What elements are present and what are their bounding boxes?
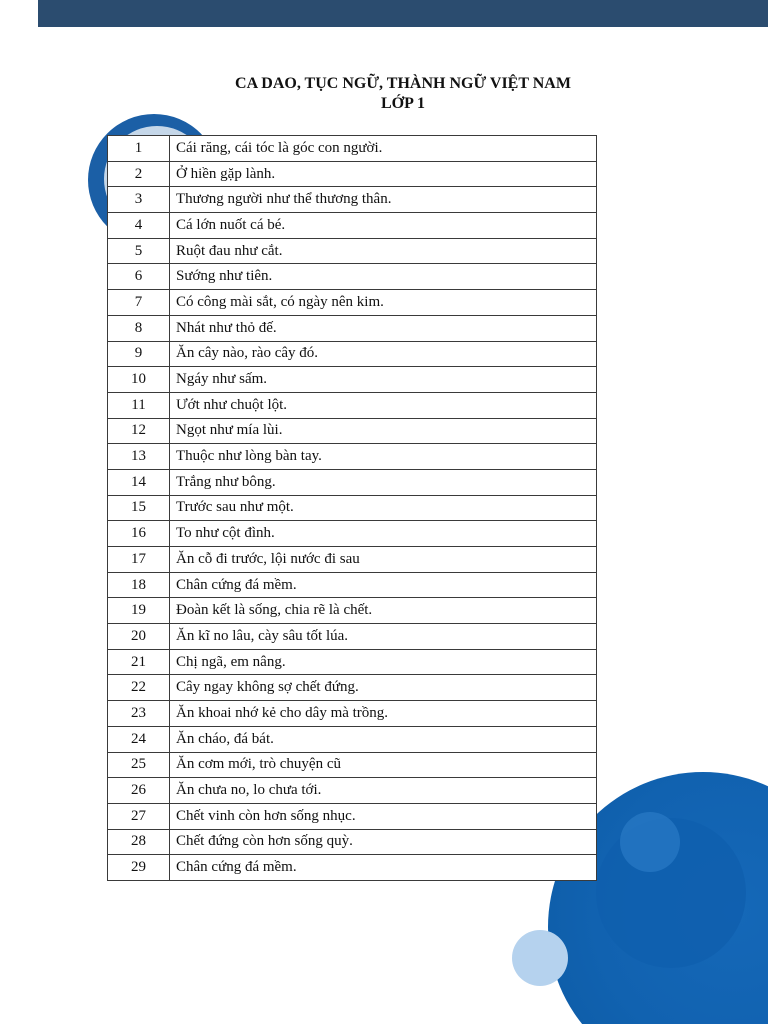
table-row <box>108 778 597 804</box>
table-row <box>108 675 597 701</box>
row-number: 3 <box>108 187 170 213</box>
proverb-table-wrapper <box>107 135 597 881</box>
table-row <box>108 290 597 316</box>
row-number: 12 <box>108 418 170 444</box>
table-row <box>108 803 597 829</box>
proverb-text: Ngọt như mía lùi. <box>170 418 597 444</box>
proverb-text: Chân cứng đá mềm. <box>170 572 597 598</box>
row-number: 25 <box>108 752 170 778</box>
row-number: 26 <box>108 778 170 804</box>
proverb-text: Ăn cơm mới, trò chuyện cũ <box>170 752 597 778</box>
table-row <box>108 752 597 778</box>
title-line-1: CA DAO, TỤC NGỮ, THÀNH NGỮ VIỆT NAM <box>235 75 571 92</box>
proverb-text: Ăn cây nào, rào cây đó. <box>170 341 597 367</box>
row-number: 5 <box>108 238 170 264</box>
row-number: 11 <box>108 392 170 418</box>
proverb-text: Cá lớn nuốt cá bé. <box>170 213 597 239</box>
proverb-text: Cây ngay không sợ chết đứng. <box>170 675 597 701</box>
row-number: 7 <box>108 290 170 316</box>
table-row <box>108 598 597 624</box>
header-bar <box>38 0 768 27</box>
proverb-text: Chết vinh còn hơn sống nhục. <box>170 803 597 829</box>
table-row <box>108 161 597 187</box>
proverb-table-body <box>108 136 597 881</box>
proverb-text: Ăn cỗ đi trước, lội nước đi sau <box>170 547 597 573</box>
proverb-text: Ở hiền gặp lành. <box>170 161 597 187</box>
table-row <box>108 649 597 675</box>
proverb-text: Trắng như bông. <box>170 469 597 495</box>
row-number: 14 <box>108 469 170 495</box>
table-row <box>108 136 597 162</box>
proverb-text: Ăn cháo, đá bát. <box>170 726 597 752</box>
table-row <box>108 367 597 393</box>
row-number: 18 <box>108 572 170 598</box>
table-row <box>108 547 597 573</box>
row-number: 15 <box>108 495 170 521</box>
table-row <box>108 521 597 547</box>
proverb-text: Sướng như tiên. <box>170 264 597 290</box>
decorative-circle-small <box>512 930 568 986</box>
table-row <box>108 444 597 470</box>
proverb-text: Thuộc như lòng bàn tay. <box>170 444 597 470</box>
table-row <box>108 469 597 495</box>
proverb-text: Trước sau như một. <box>170 495 597 521</box>
document-title <box>0 74 768 114</box>
proverb-text: To như cột đình. <box>170 521 597 547</box>
proverb-text: Chân cứng đá mềm. <box>170 855 597 881</box>
row-number: 20 <box>108 624 170 650</box>
proverb-text: Ăn khoai nhớ kẻ cho dây mà trồng. <box>170 701 597 727</box>
table-row <box>108 315 597 341</box>
row-number: 6 <box>108 264 170 290</box>
proverb-table <box>107 135 597 881</box>
row-number: 13 <box>108 444 170 470</box>
row-number: 2 <box>108 161 170 187</box>
row-number: 1 <box>108 136 170 162</box>
proverb-text: Ướt như chuột lột. <box>170 392 597 418</box>
table-row <box>108 572 597 598</box>
table-row <box>108 213 597 239</box>
table-row <box>108 829 597 855</box>
row-number: 4 <box>108 213 170 239</box>
proverb-text: Đoàn kết là sống, chia rẽ là chết. <box>170 598 597 624</box>
decorative-circle-accent <box>620 812 680 872</box>
table-row <box>108 495 597 521</box>
row-number: 19 <box>108 598 170 624</box>
row-number: 29 <box>108 855 170 881</box>
proverb-text: Chết đứng còn hơn sống quỳ. <box>170 829 597 855</box>
table-row <box>108 855 597 881</box>
row-number: 9 <box>108 341 170 367</box>
proverb-text: Ăn chưa no, lo chưa tới. <box>170 778 597 804</box>
table-row <box>108 392 597 418</box>
row-number: 27 <box>108 803 170 829</box>
row-number: 17 <box>108 547 170 573</box>
table-row <box>108 418 597 444</box>
table-row <box>108 726 597 752</box>
proverb-text: Cái răng, cái tóc là góc con người. <box>170 136 597 162</box>
row-number: 21 <box>108 649 170 675</box>
row-number: 23 <box>108 701 170 727</box>
proverb-text: Chị ngã, em nâng. <box>170 649 597 675</box>
row-number: 10 <box>108 367 170 393</box>
row-number: 22 <box>108 675 170 701</box>
proverb-text: Thương người như thể thương thân. <box>170 187 597 213</box>
table-row <box>108 341 597 367</box>
proverb-text: Ăn kĩ no lâu, cày sâu tốt lúa. <box>170 624 597 650</box>
proverb-text: Nhát như thỏ đế. <box>170 315 597 341</box>
row-number: 8 <box>108 315 170 341</box>
proverb-text: Ruột đau như cắt. <box>170 238 597 264</box>
table-row <box>108 701 597 727</box>
table-row <box>108 187 597 213</box>
row-number: 28 <box>108 829 170 855</box>
row-number: 24 <box>108 726 170 752</box>
title-line-2: LỚP 1 <box>380 95 425 112</box>
proverb-text: Có công mài sắt, có ngày nên kim. <box>170 290 597 316</box>
row-number: 16 <box>108 521 170 547</box>
table-row <box>108 264 597 290</box>
proverb-text: Ngáy như sấm. <box>170 367 597 393</box>
table-row <box>108 624 597 650</box>
table-row <box>108 238 597 264</box>
